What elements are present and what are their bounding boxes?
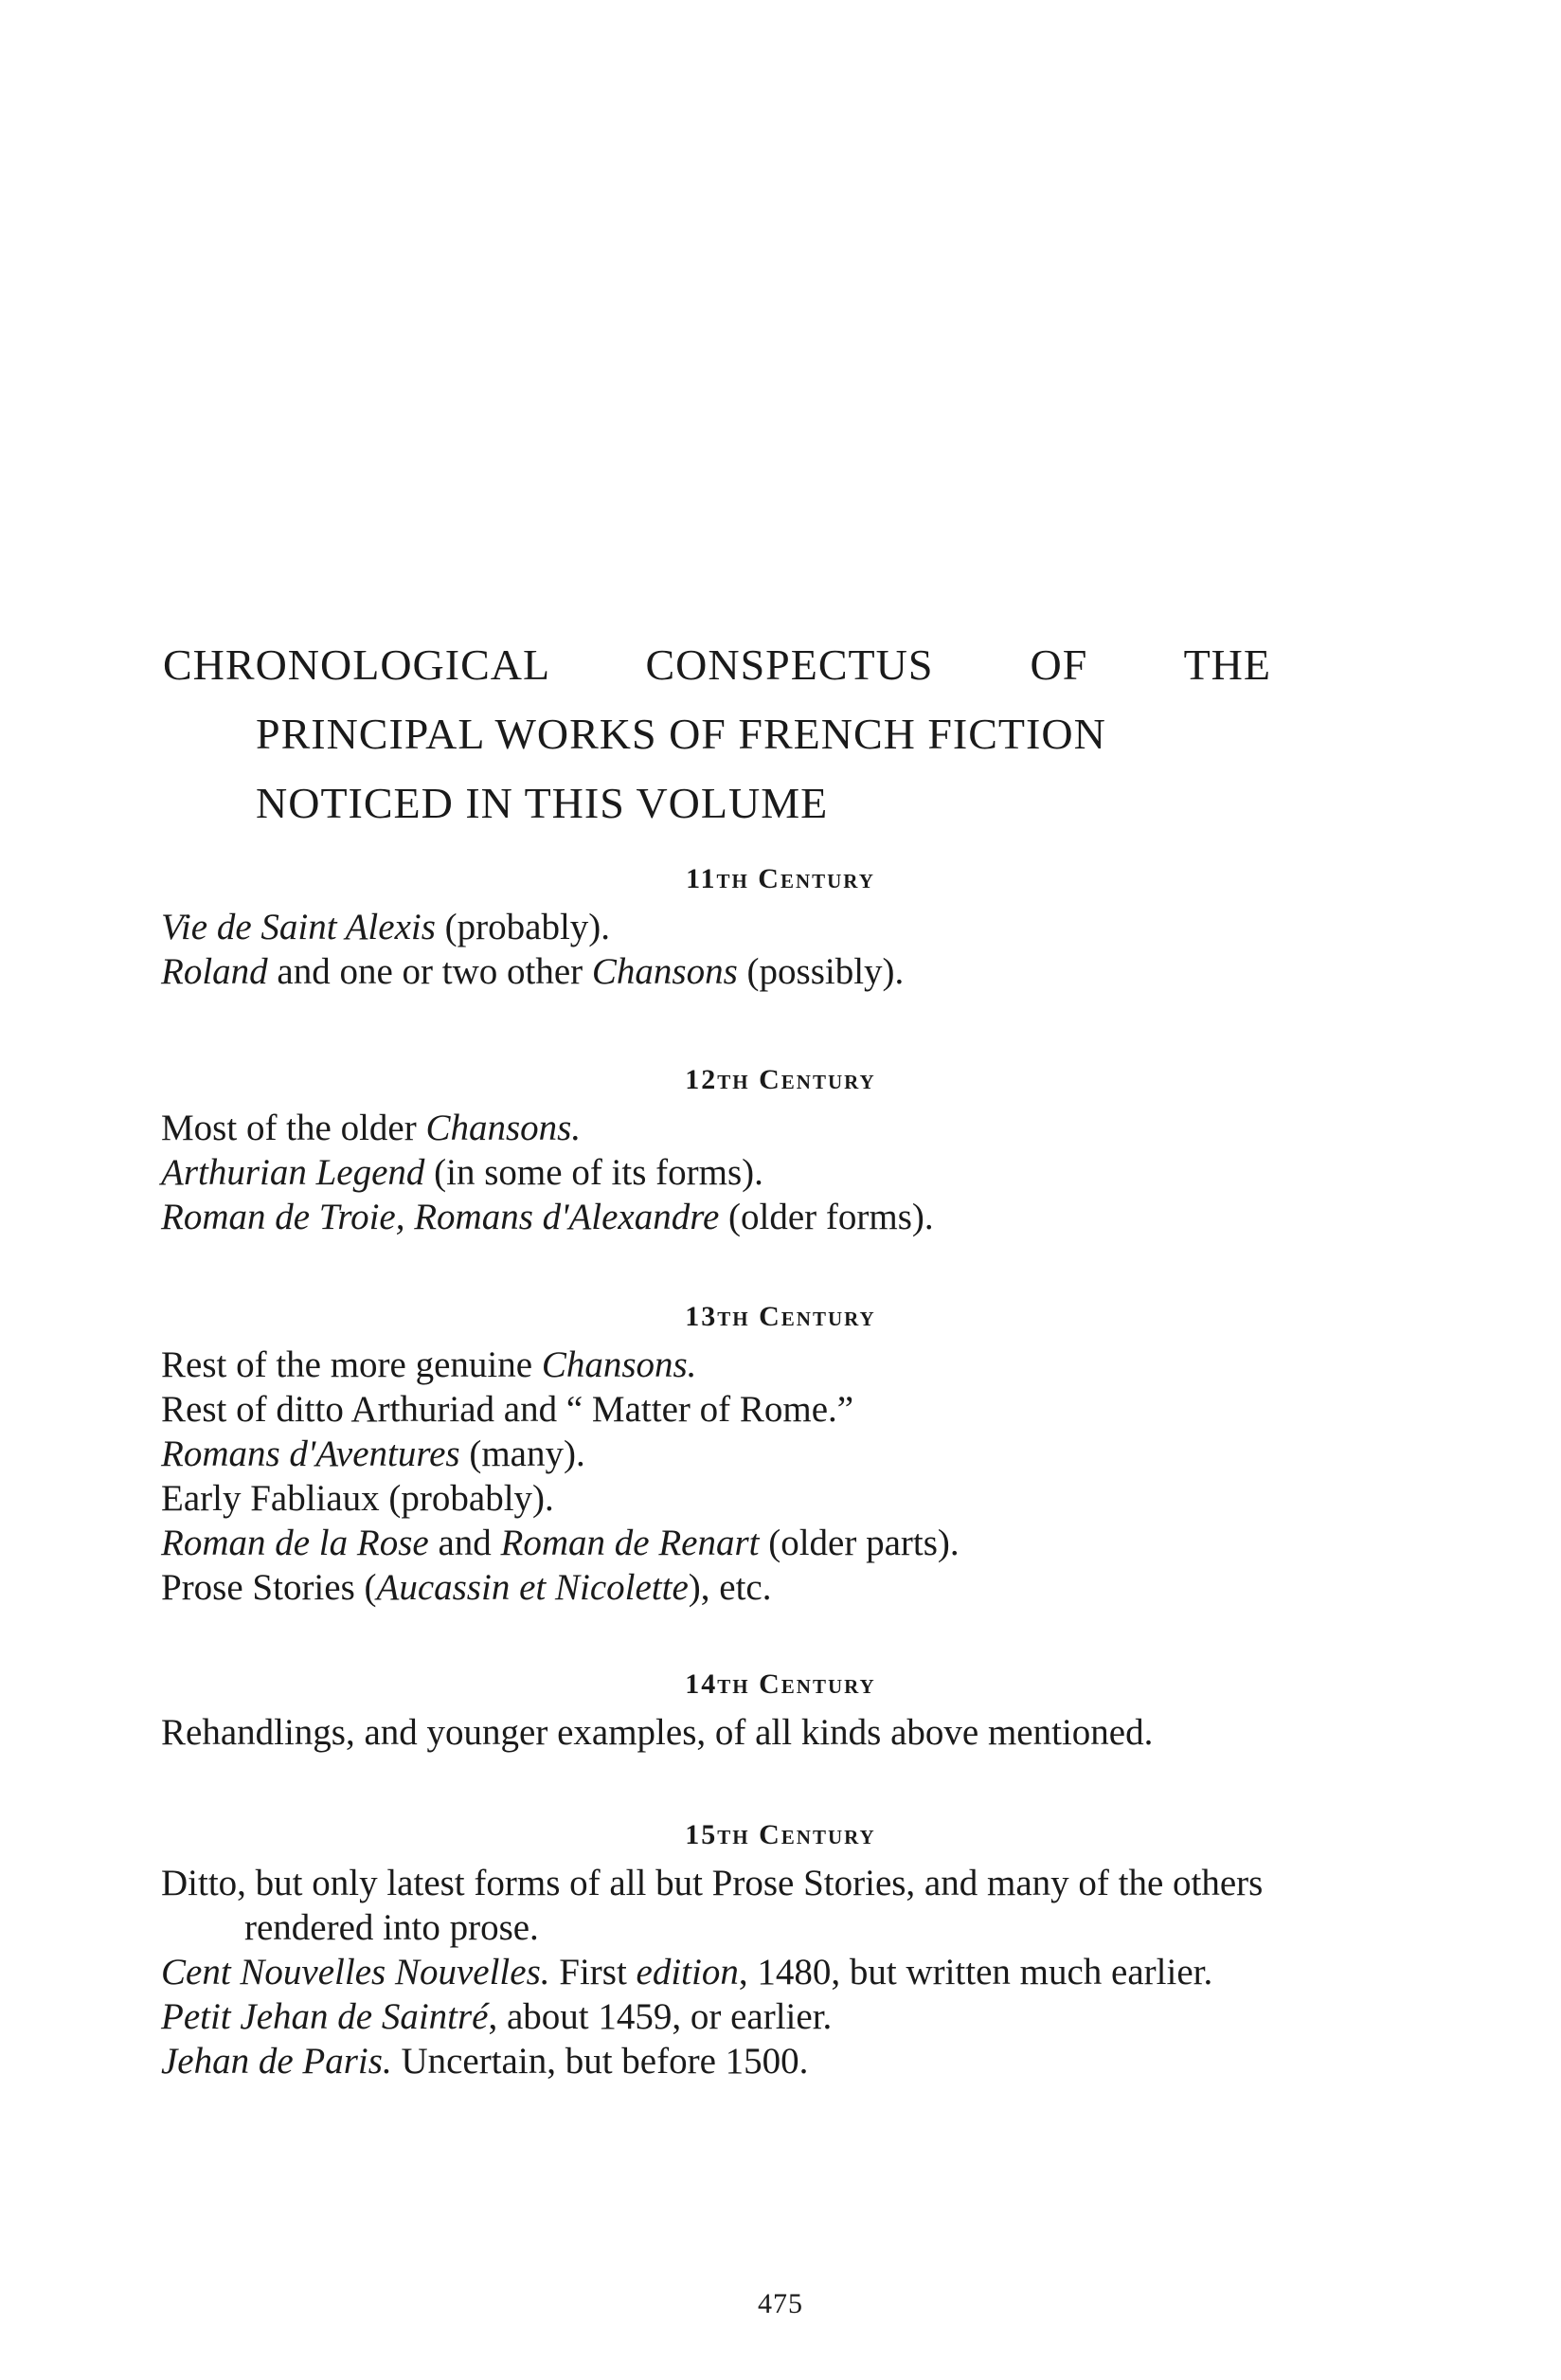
- entry: [161, 1521, 1283, 1565]
- entry-text: (probably).: [435, 907, 611, 947]
- italic-title: Chansons.: [541, 1344, 697, 1385]
- section-list-15th-century: [161, 1861, 1283, 2083]
- section-heading-14th-century: 14th Century: [685, 1668, 876, 1700]
- entry-text: ), etc.: [688, 1567, 772, 1608]
- entry: [161, 1387, 1283, 1432]
- page-title: [163, 630, 1271, 838]
- entry-text: (older parts).: [759, 1523, 960, 1563]
- entry-text: Most of the older: [161, 1108, 426, 1148]
- section-heading-13th-century: 13th Century: [685, 1301, 876, 1332]
- italic-title: edition: [636, 1952, 739, 1992]
- italic-title: Petit Jehan de Saintré: [161, 1996, 489, 2037]
- italic-title: Arthurian Legend: [161, 1152, 425, 1193]
- entry: [161, 1565, 1283, 1610]
- entry-text: Rehandlings, and younger examples, of all kinds above mentioned.: [161, 1712, 1154, 1753]
- entry-text: (older forms).: [719, 1197, 934, 1237]
- italic-title: Jehan de Paris.: [161, 2041, 392, 2082]
- entry-text: Rest of the more genuine: [161, 1344, 542, 1385]
- entry-text: and one or two other: [267, 951, 592, 992]
- entry: [161, 1343, 1283, 1387]
- entry: [161, 1150, 1283, 1195]
- section-heading-15th-century: 15th Century: [685, 1819, 876, 1850]
- entry: [161, 1195, 1283, 1239]
- entry-text: Prose Stories (: [161, 1567, 377, 1608]
- title-line-2: PRINCIPAL WORKS OF FRENCH FICTION: [256, 710, 1106, 758]
- italic-title: Aucassin et Nicolette: [376, 1567, 689, 1608]
- italic-title: Romans d'Aventures: [161, 1433, 460, 1474]
- italic-title: Roman de Troie, Romans d'Alexandre: [161, 1197, 720, 1237]
- section-list-13th-century: [161, 1343, 1283, 1610]
- entry: [161, 1432, 1283, 1476]
- entry-text: , about 1459, or earlier.: [488, 1996, 833, 2037]
- italic-title: Roland: [161, 951, 268, 992]
- entry: [161, 1106, 1283, 1150]
- entry-text: First: [549, 1952, 637, 1992]
- entry-text: Rest of ditto Arthuriad and “ Matter of Rome.”: [161, 1389, 854, 1430]
- entry-text: Ditto, but only latest forms of all but Prose Stories, and many of the others rendered into prose.: [161, 1863, 1264, 1948]
- italic-title: Roman de Renart: [500, 1523, 760, 1563]
- section-heading-12th-century: 12th Century: [685, 1064, 876, 1095]
- entry-text: (possibly).: [737, 951, 905, 992]
- entry: [161, 905, 1283, 949]
- entry-text: (many).: [459, 1433, 585, 1474]
- entry: [161, 949, 1283, 994]
- entry-text: , 1480, but written much earlier.: [738, 1952, 1213, 1992]
- entry: [161, 1476, 1283, 1521]
- entry-text: and: [428, 1523, 501, 1563]
- section-list-11th-century: [161, 905, 1283, 994]
- italic-title: Cent Nouvelles Nouvelles.: [161, 1952, 550, 1992]
- italic-title: Chansons.: [425, 1108, 582, 1148]
- entry: [161, 1710, 1283, 1755]
- page-number: 475: [758, 2288, 803, 2319]
- italic-title: Vie de Saint Alexis: [161, 907, 436, 947]
- section-list-14th-century: [161, 1710, 1283, 1755]
- title-line-3: NOTICED IN THIS VOLUME: [256, 779, 829, 827]
- entry: [161, 1861, 1283, 1950]
- section-list-12th-century: [161, 1106, 1283, 1239]
- italic-title: Roman de la Rose: [161, 1523, 429, 1563]
- entry-text: Uncertain, but before 1500.: [391, 2041, 809, 2082]
- title-line-1: CHRONOLOGICAL CONSPECTUS OF THE: [163, 640, 1271, 689]
- entry-text: (in some of its forms).: [424, 1152, 763, 1193]
- entry: [161, 1994, 1283, 2039]
- entry: [161, 1950, 1283, 1994]
- entry: [161, 2039, 1283, 2083]
- entry-text: Early Fabliaux (probably).: [161, 1478, 554, 1519]
- section-heading-11th-century: 11th Century: [686, 863, 875, 894]
- italic-title: Chansons: [591, 951, 738, 992]
